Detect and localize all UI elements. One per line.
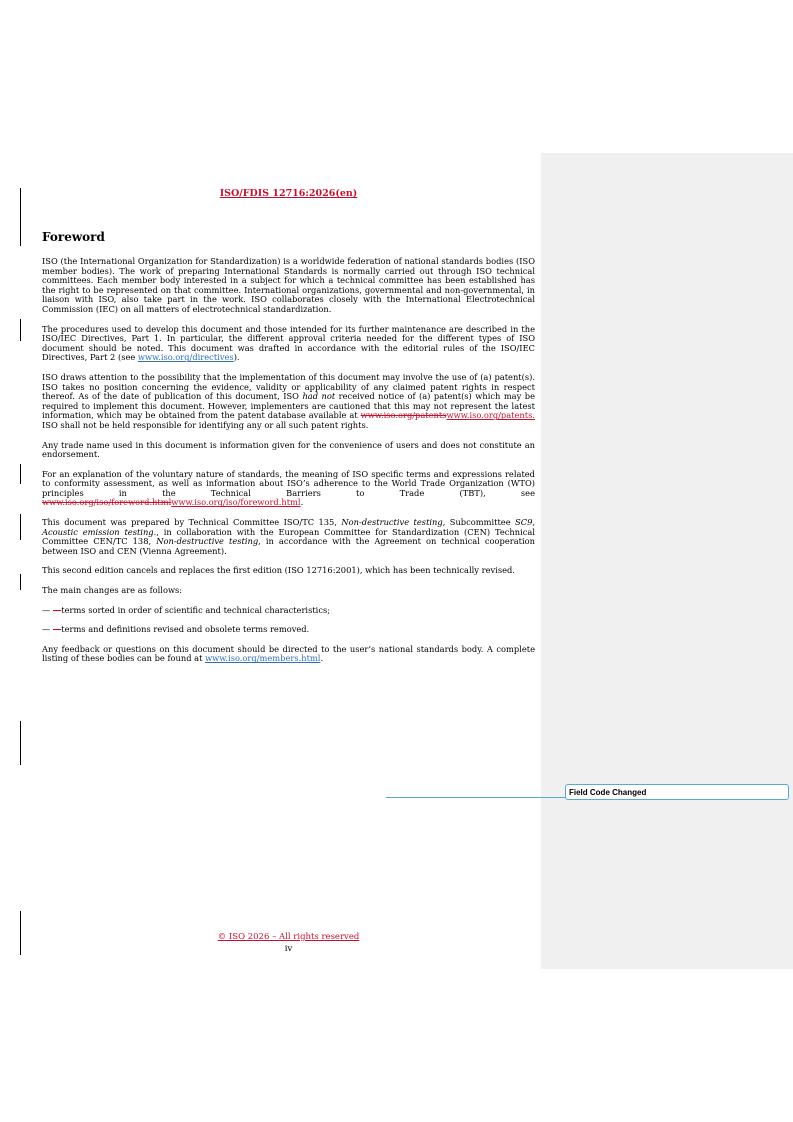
paragraph-patents: ISO draws attention to the possibility that the implementation of this document may involve the use of (a) patent(s). ISO takes no position concerning the evidence, validity or applicability of any claimed patent rights in respect thereof. As of the date of publication of this document, ISO had not received notice of (a) patent(s) which may be required to implement this document. However, implementers are cautioned that this may not represent the latest information, which may be obtained from the patent database available at www.iso.org/patentswww.iso.org/patents. ISO shall not be held responsible for identifying any or all such patent rights.	[42, 371, 536, 430]
inserted-patents-link[interactable]: www.iso.org/patents.	[446, 410, 535, 421]
deleted-patents-link: www.iso.org/patents	[360, 410, 447, 421]
page-title: Foreword	[42, 230, 105, 244]
list-item: — —terms sorted in order of scientific and technical characteristics;	[42, 604, 331, 615]
revision-comment[interactable]: Field Code Changed	[565, 784, 789, 800]
markup-pane	[541, 153, 793, 969]
paragraph-procedures: The procedures used to develop this document and those intended for its further maintenance are described in the ISO/IEC Directives, Part 1. In particular, the different approval criteria needed for the different types of ISO document should be noted. This document was drafted in accordance with the editorial rules of the ISO/IEC Directives, Part 2 (see www.iso.org/directives).	[42, 323, 535, 363]
paragraph-changes-intro: The main changes are as follows:	[42, 585, 183, 596]
paragraph-voluntary-nature: For an explanation of the voluntary nature of standards, the meaning of ISO specific terms and expressions related to conformity assessment, as well as information about ISO’s adherence to the World Trade Organization (WTO) principles in the Technical Barriers to Trade (TBT), see www.iso.org/iso/foreword.htmlwww.iso.org/iso/foreword.html.	[42, 468, 535, 508]
change-bar	[20, 464, 21, 484]
directives-link[interactable]: www.iso.org/directives	[137, 352, 234, 363]
paragraph-edition: This second edition cancels and replaces the first edition (ISO 12716:2001), which has been technically revised.	[42, 565, 515, 576]
page-footer	[42, 931, 535, 955]
page-number: iv	[284, 944, 293, 954]
change-bar	[20, 574, 21, 590]
change-bar	[20, 911, 21, 955]
paragraph-committee: This document was prepared by Technical Committee ISO/TC 135, Non-destructive testing, Subcommittee SC9, Acoustic emission testing., in collaboration with the European Committee for Standardization (CEN) Technical Committee CEN/TC 138, Non-destructive testing, in accordance with the Agreement on technical cooperation between ISO and CEN (Vienna Agreement).	[42, 517, 536, 556]
document-header: ISO/FDIS 12716:2026(en)	[219, 188, 358, 199]
list-item: — —terms and definitions revised and obsolete terms removed.	[42, 624, 310, 635]
paragraph-iso-intro: ISO (the International Organization for Standardization) is a worldwide federation of national standards bodies (ISO member bodies). The work of preparing International Standards is normally carried out through ISO technical committees. Each member body interested in a subject for which a technical committee has been established has the right to be represented on that committee. International organizations, governmental and non-governmental, in liaison with ISO, also take part in the work. ISO collaborates closely with the International Electrotechnical Commission (IEC) on all matters of electrotechnical standardization.	[42, 256, 535, 314]
paragraph-trade-name: Any trade name used in this document is information given for the convenience of users and does not constitute an endorsement.	[42, 439, 535, 460]
comment-connector	[386, 797, 566, 798]
deleted-foreword-link: www.iso.org/iso/foreword.html	[42, 497, 172, 508]
copyright-notice: © ISO 2026 – All rights reserved	[217, 932, 360, 942]
members-link[interactable]: www.iso.org/members.html	[205, 653, 321, 664]
inserted-foreword-link[interactable]: www.iso.org/iso/foreword.html	[171, 497, 301, 508]
foreword-body	[42, 257, 535, 674]
change-bar	[20, 721, 21, 765]
change-bar	[20, 514, 21, 540]
change-bar	[20, 188, 21, 246]
change-bar	[20, 319, 21, 341]
paragraph-feedback: Any feedback or questions on this document should be directed to the user’s national standards body. A complete listing of these bodies can be found at www.iso.org/members.html.	[42, 643, 535, 664]
